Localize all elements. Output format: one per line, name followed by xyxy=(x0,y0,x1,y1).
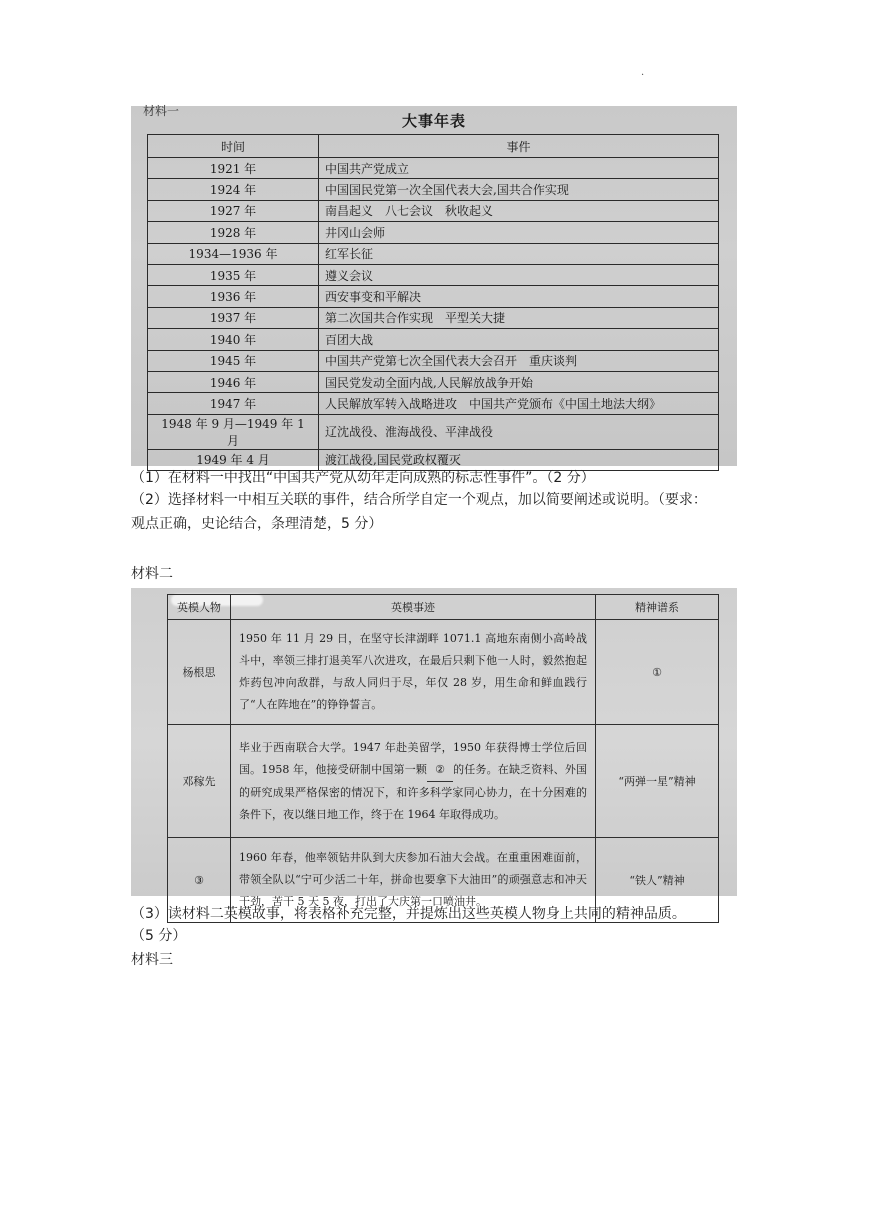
timeline-time: 1940 年 xyxy=(148,329,319,350)
table-row xyxy=(148,200,719,221)
hero-name: 邓稼先 xyxy=(168,725,231,838)
timeline-time: 1946 年 xyxy=(148,371,319,392)
heroes-col-story: 英模事迹 xyxy=(231,595,596,620)
hero-spirit: “铁人”精神 xyxy=(596,838,719,923)
timeline-time: 1934—1936 年 xyxy=(148,243,319,264)
hero-story-part1: 毕业于西南联合大学。1947 年赴美留学，1950 年获得博士学位后回国。1958 年，他接受研制中国第一颗 xyxy=(239,740,587,776)
timeline-time: 1945 年 xyxy=(148,350,319,371)
heroes-table xyxy=(167,594,719,923)
question-2-line2: 观点正确，史论结合，条理清楚，5 分） xyxy=(131,516,383,532)
timeline-time: 1937 年 xyxy=(148,307,319,328)
timeline-caption: 大事年表 xyxy=(401,112,466,130)
timeline-col-event: 事件 xyxy=(319,135,719,158)
timeline-event: 遵义会议 xyxy=(319,264,719,285)
blank-2: ② xyxy=(427,759,453,782)
hero-story: 1950 年 11 月 29 日，在坚守长津湖畔 1071.1 高地东南侧小高岭战斗中，率领三排打退美军八次进攻，在最后只剩下他一人时，毅然抱起炸药包冲向敌群，与敌人同归于尽，年仅 28 岁，用生命和鲜血践行了“人在阵地在”的铮铮誓言。 xyxy=(231,620,596,725)
table-row xyxy=(148,414,719,449)
question-2-line1: （2）选择材料一中相互关联的事件，结合所学自定一个观点，加以简要阐述或说明。（要求： xyxy=(131,492,707,508)
timeline-event: 井冈山会师 xyxy=(319,222,719,243)
timeline-time: 1921 年 xyxy=(148,158,319,179)
material1-corner-label: 材料一 xyxy=(143,104,180,118)
timeline-time: 1928 年 xyxy=(148,222,319,243)
table-row xyxy=(148,286,719,307)
hero-name: 杨根思 xyxy=(168,620,231,725)
timeline-time: 1936 年 xyxy=(148,286,319,307)
timeline-event: 国民党发动全面内战,人民解放战争开始 xyxy=(319,371,719,392)
hero-name: ③ xyxy=(168,838,231,923)
question-1: （1）在材料一中找出“中国共产党从幼年走向成熟的标志性事件”。（2 分） xyxy=(131,470,595,486)
table-row xyxy=(148,307,719,328)
hero-spirit: ① xyxy=(596,620,719,725)
hero-spirit: “两弹一星”精神 xyxy=(596,725,719,838)
timeline-table xyxy=(147,134,719,471)
timeline-event: 人民解放军转入战略进攻 中国共产党颁布《中国土地法大纲》 xyxy=(319,393,719,414)
timeline-time: 1948 年 9 月—1949 年 1 月 xyxy=(148,414,319,449)
timeline-event: 百团大战 xyxy=(319,329,719,350)
table-row xyxy=(148,264,719,285)
timeline-time: 1924 年 xyxy=(148,179,319,200)
timeline-event: 中国共产党第七次全国代表大会召开 重庆谈判 xyxy=(319,350,719,371)
timeline-header-row xyxy=(148,135,719,158)
timeline-col-time: 时间 xyxy=(148,135,319,158)
heroes-col-name: 英模人物 xyxy=(168,595,231,620)
timeline-event: 中国国民党第一次全国代表大会,国共合作实现 xyxy=(319,179,719,200)
timeline-event: 红军长征 xyxy=(319,243,719,264)
question-3-line1: （3）读材料二英模故事，将表格补充完整，并提炼出这些英模人物身上共同的精神品质。 xyxy=(131,906,686,922)
table-row xyxy=(148,350,719,371)
material3-label: 材料三 xyxy=(131,952,173,968)
timeline-event: 第二次国共合作实现 平型关大捷 xyxy=(319,307,719,328)
table-row xyxy=(168,620,719,725)
hero-story: 1960 年春，他率领钻井队到大庆参加石油大会战。在重重困难面前，带领全队以“宁可少活二十年，拼命也要拿下大油田”的顽强意志和冲天干劲，苦干 5 天 5 夜，打出了大庆第一口喷油井。 xyxy=(231,838,596,923)
question-3-line2: （5 分） xyxy=(131,928,187,944)
material2-label: 材料二 xyxy=(131,566,173,582)
material2-photo xyxy=(131,588,737,908)
timeline-event: 渡江战役,国民党政权覆灭 xyxy=(319,449,719,470)
hero-story-part2: 的任务。在缺乏资料、外国的研究成果严格保密的情况下，和许多科学家同心协力，在十分困难的条件下，夜以继日地工作，终于在 1964 年取得成功。 xyxy=(239,762,587,821)
table-row xyxy=(148,222,719,243)
table-row xyxy=(148,243,719,264)
timeline-event: 辽沈战役、淮海战役、平津战役 xyxy=(319,414,719,449)
heroes-col-spirit: 精神谱系 xyxy=(596,595,719,620)
timeline-time: 1927 年 xyxy=(148,200,319,221)
timeline-event: 中国共产党成立 xyxy=(319,158,719,179)
timeline-event: 南昌起义 八七会议 秋收起义 xyxy=(319,200,719,221)
hero-story xyxy=(231,725,596,838)
table-row xyxy=(148,393,719,414)
table-row xyxy=(148,371,719,392)
table-row xyxy=(148,329,719,350)
timeline-time: 1949 年 4 月 xyxy=(148,449,319,470)
table-row xyxy=(168,725,719,838)
header-mark: · xyxy=(641,70,645,81)
material1-photo xyxy=(131,106,737,466)
timeline-time: 1935 年 xyxy=(148,264,319,285)
timeline-time: 1947 年 xyxy=(148,393,319,414)
table-row xyxy=(148,158,719,179)
table-row xyxy=(148,179,719,200)
timeline-event: 西安事变和平解决 xyxy=(319,286,719,307)
heroes-header-row xyxy=(168,595,719,620)
